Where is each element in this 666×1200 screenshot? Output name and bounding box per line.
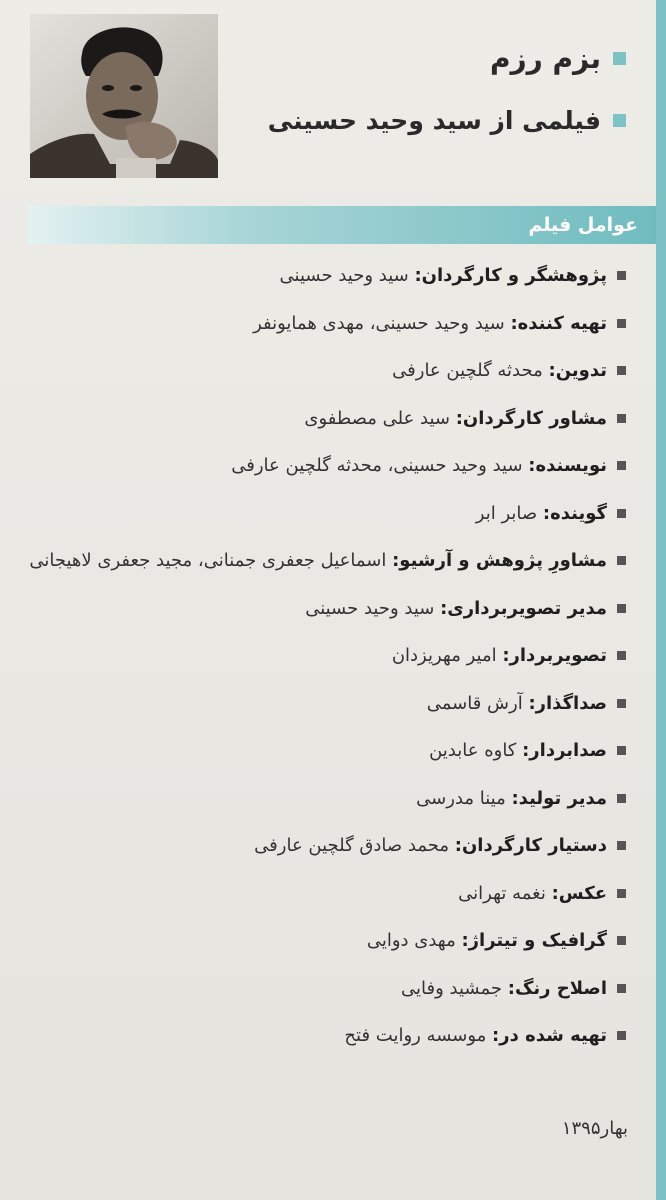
credit-item (26, 822, 626, 870)
square-bullet-icon (617, 271, 626, 280)
square-bullet-icon (617, 889, 626, 898)
square-bullet-icon (617, 794, 626, 803)
credit-item (26, 490, 626, 538)
credit-role: مدیر تصویربرداری: (440, 597, 607, 619)
credit-item (26, 585, 626, 633)
credit-item (26, 252, 626, 300)
film-title-text: بزم رزم (490, 42, 601, 75)
square-bullet-icon (617, 651, 626, 660)
credit-role: تهیه شده در: (492, 1025, 607, 1046)
credit-item (26, 347, 626, 395)
credit-item (26, 395, 626, 443)
credit-item (26, 917, 626, 965)
credit-role: اصلاح رنگ: (507, 977, 607, 999)
credit-role: تهیه کننده: (510, 312, 607, 334)
credit-role: گرافیک و تیتراژ: (461, 930, 607, 951)
film-title (490, 42, 626, 75)
credit-name: اسماعیل جعفری جمنانی، مجید جعفری لاهیجانی (29, 550, 387, 571)
square-bullet-icon (617, 461, 626, 470)
square-bullet-icon (617, 936, 626, 945)
credit-role: مشاورِ پژوهش و آرشیو: (392, 550, 607, 571)
credit-role: عکس: (551, 882, 607, 904)
credit-role: پژوهشگر و کارگردان: (414, 265, 607, 286)
credit-role: صدابردار: (522, 740, 607, 761)
credit-item (26, 442, 626, 490)
square-bullet-icon (613, 52, 626, 65)
director-photo (30, 14, 218, 178)
credits-list (26, 252, 626, 1060)
credit-item (26, 300, 626, 348)
credit-name: سید وحید حسینی (305, 597, 435, 619)
credit-name: سید وحید حسینی، مهدی همایونفر (253, 312, 505, 334)
credit-role: تدوین: (548, 360, 607, 381)
credit-name: جمشید وفایی (401, 977, 503, 999)
credit-name: سید وحید حسینی (279, 265, 409, 286)
credit-name: امیر مهریزدان (391, 645, 497, 666)
film-subtitle-text: فیلمی از سید وحید حسینی (267, 106, 601, 135)
credit-name: سید علی مصطفوی (304, 407, 450, 429)
film-subtitle (268, 106, 626, 135)
credit-item (26, 537, 626, 585)
credit-role: گوینده: (542, 502, 607, 524)
square-bullet-icon (617, 699, 626, 708)
credit-item (26, 1012, 626, 1060)
credit-role: تصویربردار: (502, 645, 607, 666)
release-date: بهار۱۳۹۵ (561, 1118, 628, 1139)
credit-name: کاوه عابدین (429, 740, 517, 761)
credit-item (26, 870, 626, 918)
credit-role: دستیار کارگردان: (454, 835, 607, 856)
crew-section-title: عوامل فیلم (528, 214, 638, 236)
square-bullet-icon (617, 319, 626, 328)
credit-name: محدثه گلچین عارفی (392, 360, 543, 381)
square-bullet-icon (617, 604, 626, 613)
square-bullet-icon (617, 984, 626, 993)
credit-role: صداگذار: (528, 692, 607, 714)
credit-role: نویسنده: (528, 455, 607, 476)
square-bullet-icon (617, 1031, 626, 1040)
credit-name: محمد صادق گلچین عارفی (254, 835, 450, 856)
credit-name: موسسه روایت فتح (344, 1025, 487, 1046)
square-bullet-icon (617, 556, 626, 565)
credit-name: نغمه تهرانی (458, 882, 546, 904)
credit-role: مشاور کارگردان: (455, 407, 607, 429)
credit-name: مینا مدرسی (416, 787, 506, 809)
credit-item (26, 775, 626, 823)
accent-strip (656, 0, 666, 1200)
credit-item (26, 680, 626, 728)
square-bullet-icon (617, 366, 626, 375)
credit-role: مدیر تولید: (511, 787, 607, 809)
square-bullet-icon (617, 746, 626, 755)
square-bullet-icon (617, 509, 626, 518)
square-bullet-icon (617, 841, 626, 850)
square-bullet-icon (617, 414, 626, 423)
credit-name: آرش قاسمی (426, 692, 523, 714)
credit-item (26, 727, 626, 775)
credit-name: صابر ابر (475, 502, 538, 524)
crew-section-header (28, 206, 656, 244)
credit-item (26, 632, 626, 680)
credit-name: سید وحید حسینی، محدثه گلچین عارفی (231, 455, 523, 476)
square-bullet-icon (613, 114, 626, 127)
credit-name: مهدی دوایی (366, 930, 456, 951)
credit-item (26, 965, 626, 1013)
